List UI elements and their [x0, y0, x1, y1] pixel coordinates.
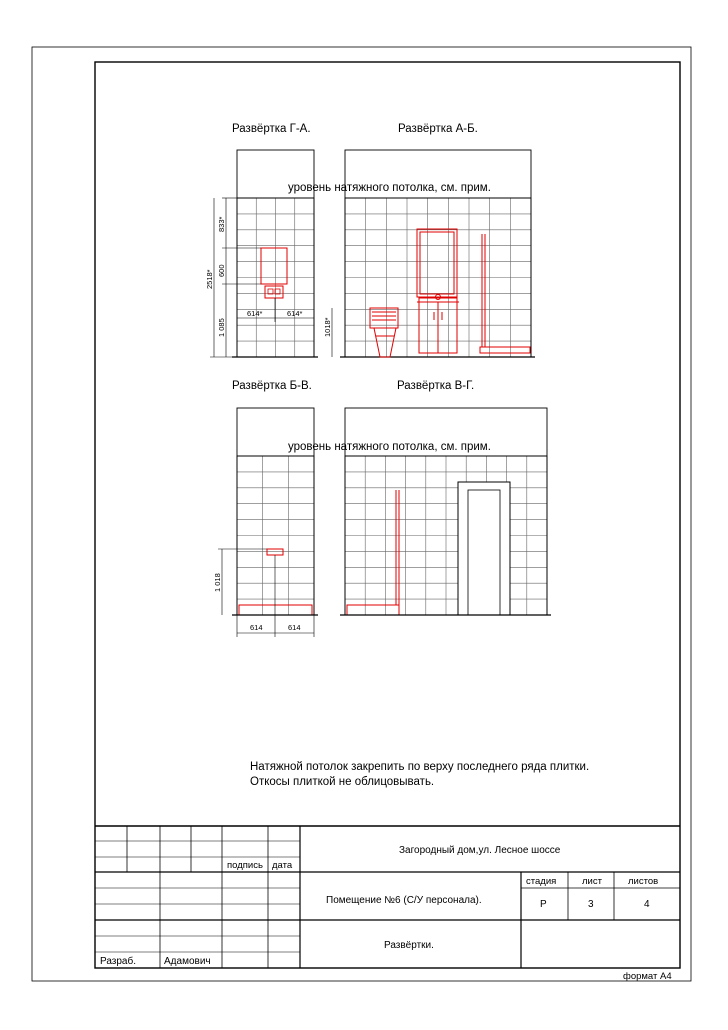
sink-cabinet-fixture	[417, 229, 459, 353]
toilet-fixture	[370, 308, 398, 357]
stamp-developer: Адамович	[164, 956, 211, 967]
dim-height-833: 833*	[217, 216, 226, 232]
ceiling-label-bottom: уровень натяжного потолка, см. прим.	[288, 441, 491, 453]
stamp-sheets-label: листов	[628, 876, 659, 887]
dim-bottom-width-2: 614	[288, 623, 301, 632]
view-title-bv: Развёртка Б-В.	[232, 380, 312, 392]
base-fixture-bv	[239, 605, 312, 615]
mirror-fixture	[261, 248, 287, 284]
tile-grid-vg	[345, 456, 547, 615]
stamp-date-label: дата	[272, 860, 293, 871]
dim-height-1085: 1 085	[217, 318, 226, 337]
note-line-1: Натяжной потолок закрепить по верху последнего ряда плитки.	[250, 761, 590, 773]
dim-height-total: 2518*	[205, 269, 214, 289]
stamp-stage-label: стадия	[526, 876, 557, 887]
ceiling-label-top: уровень натяжного потолка, см. прим.	[288, 182, 491, 194]
stamp-sign-label: подпись	[227, 860, 263, 871]
stamp-project: Загородный дом,ул. Лесное шоссе	[399, 845, 561, 856]
format-label: формат А4	[623, 971, 672, 982]
stamp-sheet: 3	[588, 899, 594, 910]
door-opening	[458, 482, 510, 615]
note-line-2: Откосы плиткой не облицовывать.	[250, 776, 435, 788]
stamp-developer-label: Разраб.	[100, 956, 137, 967]
view-vg	[340, 380, 551, 615]
tile-grid-bv	[237, 456, 314, 615]
dim-height-bv: 1 018	[213, 573, 222, 592]
dim-top-width-2: 614*	[287, 309, 303, 318]
view-bv	[213, 380, 318, 637]
tile-grid-ga	[237, 198, 314, 357]
socket-fixture-bv	[267, 549, 283, 555]
view-title-ga: Развёртка Г-А.	[232, 123, 311, 135]
dim-height-ab: 1018*	[323, 317, 332, 337]
dim-top-width-1: 614*	[247, 309, 263, 318]
shower-partition-vg	[347, 490, 399, 615]
view-title-vg: Развёртка В-Г.	[397, 380, 475, 392]
stamp-sheet-title: Развёртки.	[384, 940, 434, 951]
dim-height-600: 600	[217, 264, 226, 277]
stamp-sheets: 4	[644, 899, 650, 910]
view-title-ab: Развёртка А-Б.	[398, 123, 478, 135]
view-ga	[205, 123, 318, 357]
dim-bottom-width-1: 614	[250, 623, 263, 632]
stamp-sheet-label: лист	[582, 876, 602, 887]
stamp-room: Помещение №6 (С/У персонала).	[326, 895, 482, 906]
stamp-stage: Р	[540, 899, 547, 910]
view-ab	[323, 123, 535, 357]
